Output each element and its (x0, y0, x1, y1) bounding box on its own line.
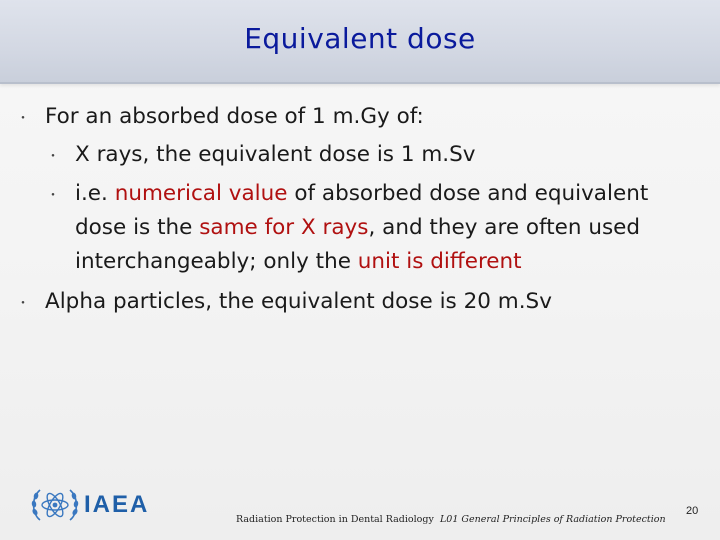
bullet-marker: ・ (16, 296, 30, 312)
text-span: dose is the (75, 215, 200, 240)
sub-bullet-text-line-3 (75, 245, 522, 279)
text-span: interchangeably; only the (75, 249, 358, 274)
text-span: of absorbed dose and equivalent (287, 181, 649, 206)
bullet-text: Alpha particles, the equivalent dose is 20 m.Sv (45, 289, 552, 314)
logo-text: IAEA (84, 491, 150, 518)
text-span: , and they are often used (368, 215, 641, 240)
slide-title: Equivalent dose (244, 22, 476, 55)
bullet-text: For an absorbed dose of 1 m.Gy of: (45, 104, 424, 129)
highlight-text: same for X rays (199, 215, 369, 240)
text-span: i.e. (75, 181, 115, 206)
highlight-text: unit is different (357, 249, 522, 274)
sub-bullet-text: X rays, the equivalent dose is 1 m.Sv (75, 142, 476, 167)
footer-lecture-title: L01 General Principles of Radiation Protection (440, 514, 666, 525)
footer-course-title: Radiation Protection in Dental Radiology (236, 514, 434, 525)
sub-bullet-marker: ・ (46, 188, 60, 204)
page-number: 20 (686, 505, 699, 517)
highlight-text: numerical value (114, 181, 288, 206)
sub-bullet-text-line-1 (75, 177, 648, 211)
sub-bullet-text-line-2 (75, 211, 640, 245)
bullet-marker: ・ (16, 111, 30, 127)
sub-bullet-marker: ・ (46, 149, 60, 165)
